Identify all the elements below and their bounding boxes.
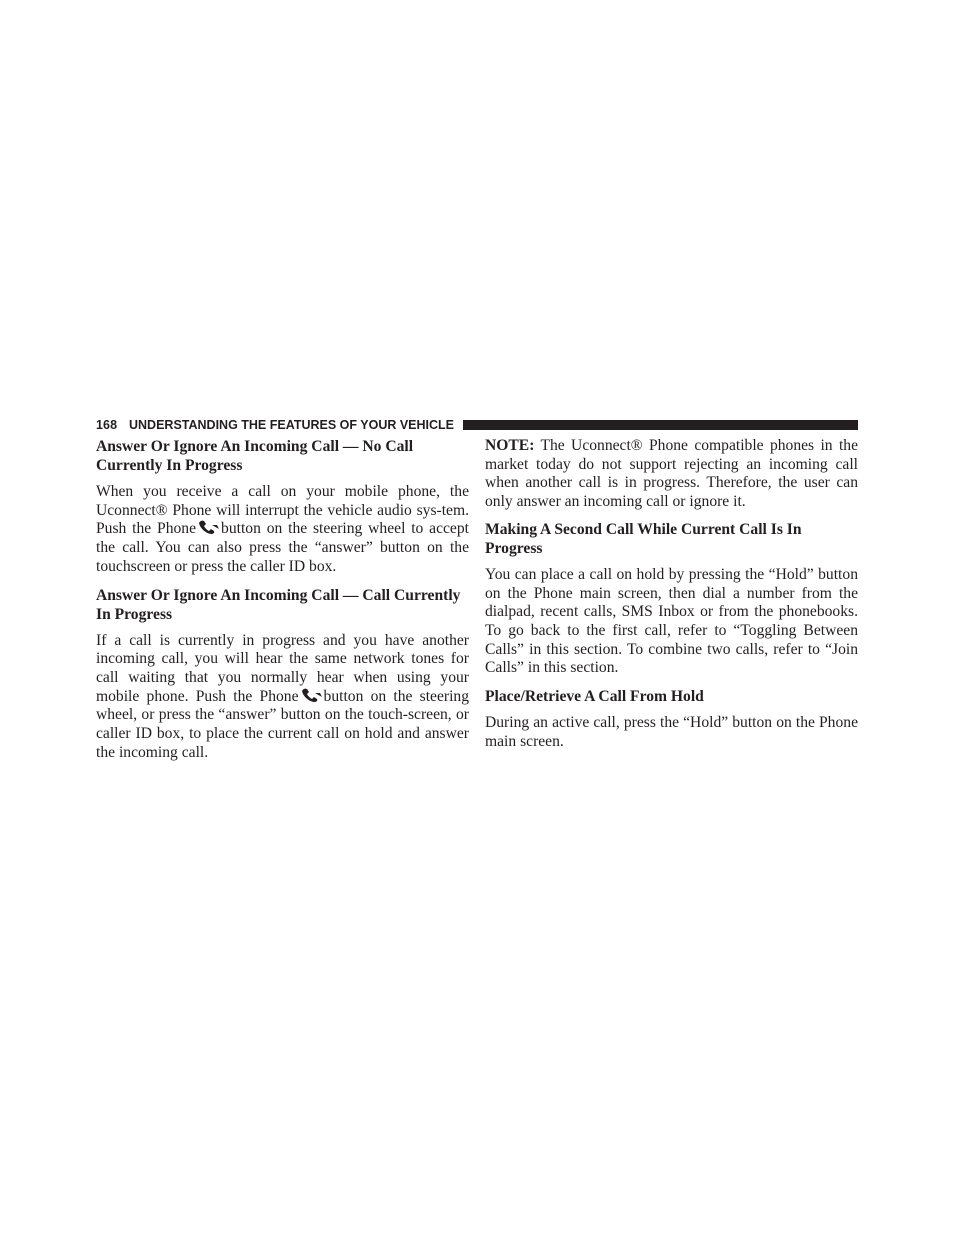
heading-second-call: Making A Second Call While Current Call Is In Progress bbox=[485, 520, 802, 557]
section-title: UNDERSTANDING THE FEATURES OF YOUR VEHICLE bbox=[129, 418, 455, 432]
phone-icon bbox=[198, 520, 220, 534]
note-paragraph bbox=[485, 437, 858, 512]
heading-hold: Place/Retrieve A Call From Hold bbox=[485, 688, 704, 706]
paragraph-hold: During an active call, press the “Hold” button on the Phone main screen. bbox=[485, 714, 858, 750]
page-number: 168 bbox=[96, 418, 118, 432]
paragraph-no-call: When you receive a call on your mobile phone, the Uconnect® Phone will interrupt the vehicle audio sys-tem. Push the Phone button on the steering wheel to accept the call. You can also press the “answer” button on the touchscreen or press the caller ID box. bbox=[96, 483, 469, 575]
phone-icon bbox=[301, 688, 323, 702]
note-text: The Uconnect® Phone compatible phones in the market today do not support rejecting an incoming call when another call is in progress. Therefore, the user can only answer an incoming call or ignore it. bbox=[485, 437, 858, 511]
header-rule bbox=[463, 420, 858, 430]
paragraph-call-in-progress: If a call is currently in progress and you have another incoming call, you will hear the same network tones for call waiting that you normally hear when using your mobile phone. Push the Phone button on the steering wheel, or press the “answer” button on the touch-screen, or caller ID box, to place the current call on hold and answer the incoming call. bbox=[96, 631, 469, 761]
paragraph-second-call: You can place a call on hold by pressing the “Hold” button on the Phone main screen, then dial a number from the dialpad, recent calls, SMS Inbox or from the phonebooks. To go back to the first call, refer to “Toggling Between Calls” in this section. To combine two calls, refer to “Join Calls” in this section. bbox=[485, 565, 858, 677]
note-label: NOTE: bbox=[485, 437, 535, 454]
right-column bbox=[485, 437, 858, 760]
page-header bbox=[96, 417, 858, 433]
heading-call-in-progress: Answer Or Ignore An Incoming Call — Call Currently In Progress bbox=[96, 586, 461, 623]
heading-no-call-in-progress: Answer Or Ignore An Incoming Call — No Call Currently In Progress bbox=[96, 438, 414, 474]
left-column bbox=[96, 437, 469, 771]
